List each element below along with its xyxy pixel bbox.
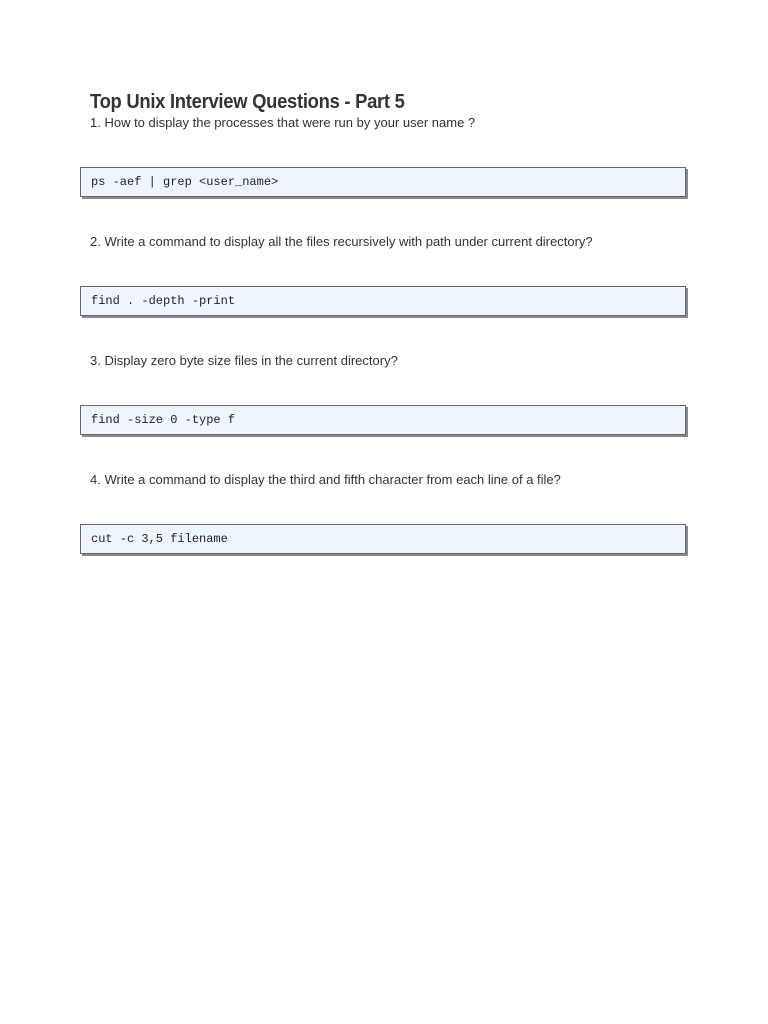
- question-3-text: 3. Display zero byte size files in the current directory?: [90, 353, 398, 368]
- code-block-1: [80, 167, 686, 197]
- question-4-text: 4. Write a command to display the third and fifth character from each line of a file?: [90, 472, 561, 487]
- code-block-2: [80, 286, 686, 316]
- code-block-2-text: find . -depth -print: [91, 294, 236, 308]
- page-title: Top Unix Interview Questions - Part 5: [90, 91, 405, 113]
- code-block-3: [80, 405, 686, 435]
- code-block-1-text: ps -aef | grep <user_name>: [91, 175, 279, 189]
- code-block-3-text: find -size 0 -type f: [91, 413, 236, 427]
- code-block-4-text: cut -c 3,5 filename: [91, 532, 228, 546]
- question-2-text: 2. Write a command to display all the files recursively with path under current directory?: [90, 234, 593, 249]
- question-1-text: 1. How to display the processes that were run by your user name ?: [90, 115, 476, 130]
- code-block-4: [80, 524, 686, 554]
